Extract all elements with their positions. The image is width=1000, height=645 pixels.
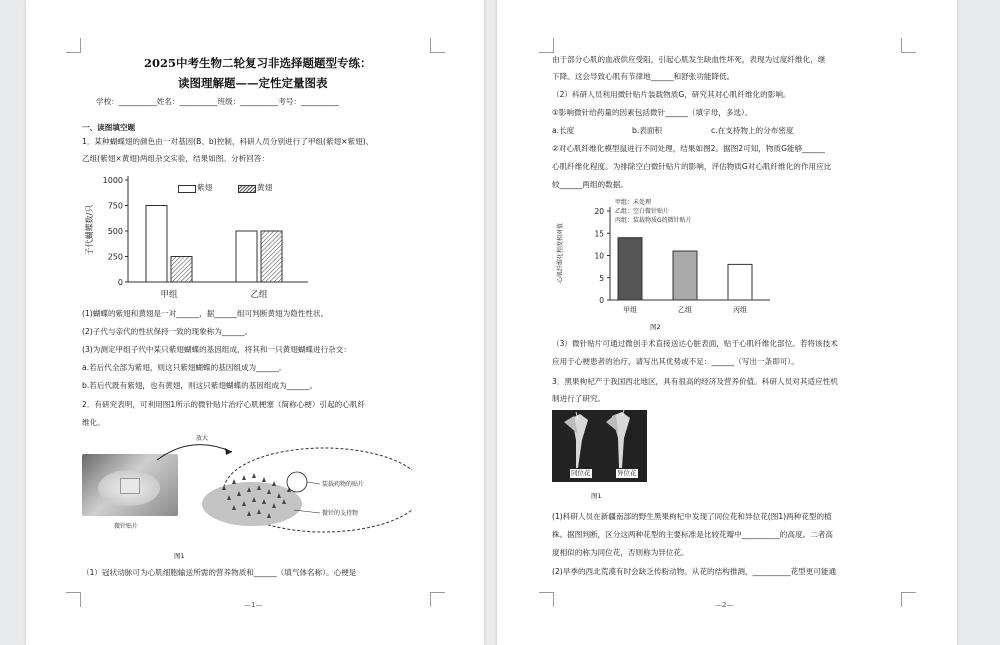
q2-cont: 由于部分心肌的血液供应受阻，引起心肌发生缺血性坏死，表现为过度纤维化，继 (552, 55, 826, 64)
bar-丙组 (728, 264, 752, 300)
y-tick-label: 0 (117, 278, 123, 287)
y-tick-label: 5 (599, 273, 604, 283)
option-c: c.在支持物上的分布密度 (711, 126, 794, 135)
page-number: —2— (715, 601, 734, 609)
document-page-1 (26, 0, 484, 645)
q2-cont: 下降。这会导致心肌有节律地______和舒张功能降低。 (552, 72, 735, 81)
q1-sub-2: (2)子代与亲代的性状保持一致的现象称为______。 (82, 327, 253, 336)
q3-text: 制进行了研究。 (552, 394, 606, 403)
fig1-caption: 图1 (174, 552, 185, 560)
fig1-drug-label: 装载药物的贴片 (322, 481, 365, 488)
y-tick-label: 1000 (102, 176, 123, 185)
bar-乙组 (673, 251, 697, 300)
microneedle (242, 475, 246, 480)
x-category-label: 乙组 (250, 290, 268, 300)
x-category-label: 丙组 (733, 306, 747, 314)
chart2-legend-3: 丙组：装载物质G的微针贴片 (615, 217, 692, 224)
q2-sub-3: （3）微针贴片可通过微创手术直接送达心脏表面，贴于心肌纤维化部位。若将该技术 (552, 339, 838, 348)
flower-photo (552, 410, 647, 482)
q2-sub-2: （2）科研人员利用微针贴片装载物质G，研究其对心肌纤维化的影响。 (552, 90, 791, 99)
q3-sub-1: 株。据图判断，区分这两种花型的主要标准是比较花瓣中__________的高度。二者高 (552, 530, 833, 539)
page-number: —1— (244, 601, 263, 609)
q2-sub-2a: ①影响微针给药量的因素包括微针______（填字母，多选）。 (552, 108, 753, 117)
section-heading: 一、读图填空题 (82, 123, 136, 132)
student-info-line: 学校：__________姓名：__________班级：__________考号：__________ (96, 97, 339, 106)
option-b: b.表面积 (632, 126, 663, 135)
legend-swatch-purple (178, 185, 196, 193)
bar-紫翅 (146, 206, 167, 283)
bar-黄翅 (261, 231, 282, 282)
q1-sub-3: (3)为测定甲组子代中某只紫翅蝴蝶的基因组成，将其和一只黄翅蝴蝶进行杂交： (82, 345, 351, 354)
margin-mark (901, 38, 916, 53)
photo-label-2: 异位花 (617, 469, 637, 477)
q2-sub-2b: 心肌纤维化程度。为排除空白微针贴片的影响，评估物质G对心肌纤维化的作用应比 (552, 162, 832, 171)
y-axis-label: 子代蝴蝶数/只 (85, 204, 94, 256)
margin-mark (539, 38, 554, 53)
q2-sub-2b: 较______两组的数据。 (552, 180, 628, 189)
q1-text: 1．某种蝴蝶翅的颜色由一对基因(B、b)控制，科研人员分别进行了甲组(紫翅×紫翅)、 (82, 137, 374, 146)
q1-text: 乙组(紫翅×黄翅)两组杂交实验，结果如图。分析回答： (82, 154, 269, 163)
doc-title-line2: 读图理解题——定性定量图表 (178, 76, 328, 90)
y-tick-label: 20 (594, 207, 604, 216)
y-tick-label: 15 (594, 229, 604, 239)
bar-紫翅 (236, 231, 257, 282)
legend-swatch-yellow (238, 185, 256, 193)
microneedle (252, 473, 256, 478)
q2-text: 2．有研究表明，可利用图1所示的微针贴片治疗心肌梗塞（简称心梗）引起的心肌纤 (82, 400, 366, 409)
y-tick-label: 250 (107, 252, 123, 262)
legend-label: 黄翅 (257, 183, 273, 192)
x-category-label: 甲组 (160, 290, 178, 300)
legend-label: 紫翅 (197, 183, 213, 192)
fig1-patch-label: 微针贴片 (114, 523, 139, 530)
q2-sub-1: （1）冠状动脉可为心肌细胞输送所需的营养物质和______（填气体名称）。心梗是 (82, 568, 357, 577)
doc-title-line1: 2025中考生物二轮复习非选择题题型专练： (144, 56, 372, 70)
q2-sub-3: 应用于心梗患者的治疗，请写出其优势或不足：______（写出一条即可）。 (552, 357, 799, 366)
margin-mark (66, 592, 81, 607)
bar-甲组 (618, 238, 642, 300)
bar-chart-fibrosis (552, 195, 792, 320)
y-tick-label: 10 (594, 251, 604, 261)
chart2-legend-1: 甲组：未处理 (615, 199, 652, 206)
margin-mark (430, 592, 445, 607)
q1-sub-3b: b.若后代既有紫翅，也有黄翅，则这只紫翅蝴蝶的基因组成为______。 (82, 381, 318, 390)
bar-黄翅 (171, 257, 192, 283)
option-a: a.长度 (552, 126, 575, 135)
q1-sub-1: (1)蝴蝶的紫翅和黄翅是一对______，据______组可判断黄翅为隐性性状。 (82, 309, 329, 318)
q3-text: 3．黑果枸杞产于我国西北地区，具有很高的经济及营养价值。科研人员对其适应性机 (552, 377, 838, 386)
chart2-legend-2: 乙组：空白微针贴片 (615, 208, 670, 215)
microneedle (232, 479, 236, 484)
x-category-label: 甲组 (623, 306, 637, 314)
margin-mark (430, 38, 445, 53)
fig2-caption: 图2 (650, 323, 661, 331)
photo-label-1: 同位花 (571, 469, 591, 477)
margin-mark (901, 592, 916, 607)
y-tick-label: 750 (107, 201, 123, 211)
photo-caption: 图1 (591, 492, 602, 500)
margin-mark (539, 592, 554, 607)
q3-sub-1: (1)科研人员在新疆南部的野生黑果枸杞中发现了同位花和异位花(图1)两种花型的植 (552, 512, 832, 521)
x-category-label: 乙组 (678, 306, 692, 314)
fig1-support-label: 微针的支持物 (322, 510, 359, 517)
microneedle (272, 481, 276, 486)
y-axis-label: 心肌纤维化程度相对值 (557, 222, 564, 284)
q2-text: 维化。 (82, 418, 105, 427)
fig1-zoom-label: 放大 (196, 435, 209, 442)
y-tick-label: 0 (599, 296, 604, 305)
document-page-2 (497, 0, 957, 645)
q3-sub-2: (2)旱季的西北荒漠有时会缺乏传粉动物。从花的结构推测，__________花型更可能通 (552, 567, 837, 576)
microneedle (262, 477, 266, 482)
q1-sub-3a: a.若后代全部为紫翅，则这只紫翅蝴蝶的基因组成为______。 (82, 363, 287, 372)
y-tick-label: 500 (107, 227, 123, 236)
q3-sub-1: 度相似的称为同位花，否则称为异位花。 (552, 548, 689, 557)
margin-mark (66, 38, 81, 53)
q2-sub-2b: ②对心肌纤维化模型鼠进行不同处理，结果如图2。据图2可知，物质G能够______ (552, 144, 825, 153)
